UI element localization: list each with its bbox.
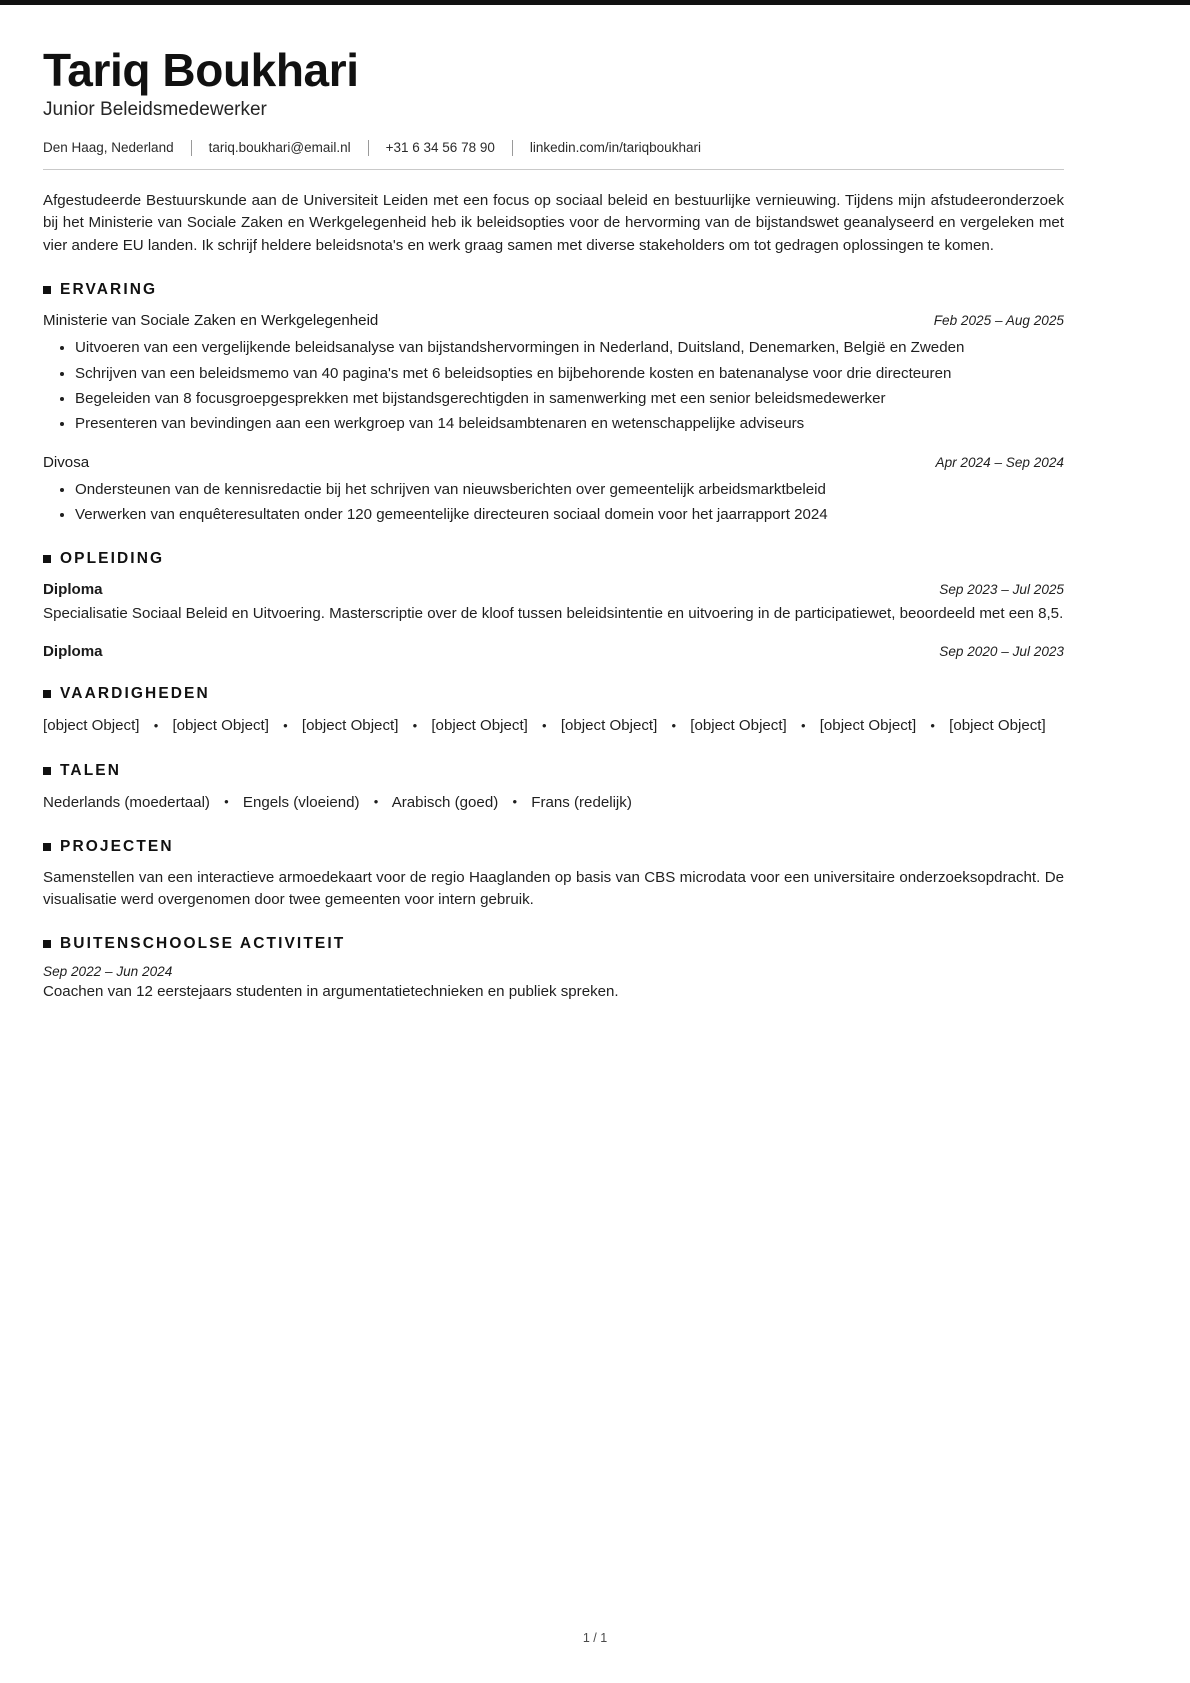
contact-divider — [368, 140, 369, 156]
separator-dot-icon: • — [283, 718, 288, 734]
experience-bullet: Schrijven van een beleidsmemo van 40 pagina's met 6 beleidsopties en bijbehorende kosten en batenanalyse voor drie directeuren — [43, 363, 1064, 385]
language-item: Frans (redelijk) — [531, 793, 632, 811]
languages-list — [43, 791, 1064, 815]
skills-list — [43, 714, 1064, 738]
square-bullet-icon — [43, 286, 51, 294]
candidate-name: Tariq Boukhari — [43, 44, 359, 96]
section-extracurricular — [43, 935, 1064, 1004]
contact-location: Den Haag, Nederland — [43, 140, 174, 156]
experience-entry — [43, 310, 1064, 435]
skill-item: [object Object] — [301, 717, 399, 735]
education-entry — [43, 579, 1064, 626]
skill-item: [object Object] — [431, 717, 528, 735]
contact-divider — [512, 140, 513, 156]
skill-item: [object Object] — [560, 717, 658, 735]
experience-bullet: Ondersteunen van de kennisredactie bij het schrijven van nieuwsberichten over gemeentelijk arbeidsmarktbeleid — [43, 479, 1064, 501]
experience-bullet: Uitvoeren van een vergelijkende beleidsanalyse van bijstandshervormingen in Nederland, Duitsland, Denemarken, België en Zweden — [43, 337, 1064, 359]
experience-entry-heading — [43, 310, 1064, 331]
page-indicator: 1 / 1 — [582, 1631, 608, 1645]
separator-dot-icon: • — [224, 794, 229, 810]
section-title-skills: VAARDIGHEDEN — [60, 685, 210, 703]
section-skills — [43, 685, 1064, 738]
section-header-projects — [43, 838, 1064, 856]
experience-entry — [43, 452, 1064, 527]
skill-item: [object Object] — [172, 717, 269, 735]
experience-bullet-list — [43, 337, 1064, 435]
skill-item: [object Object] — [819, 717, 917, 735]
section-header-languages — [43, 762, 1064, 780]
separator-dot-icon: • — [542, 718, 547, 734]
square-bullet-icon — [43, 767, 51, 775]
separator-dot-icon: • — [930, 718, 935, 734]
education-entry — [43, 641, 1064, 662]
separator-dot-icon: • — [800, 718, 806, 734]
education-date-range: Sep 2020 – Jul 2023 — [939, 644, 1064, 660]
education-description: Specialisatie Sociaal Beleid en Uitvoering. Masterscriptie over de kloof tussen beleidsintentie en uitvoering in de participatiewet, beoordeeld met een 8,5. — [43, 604, 1064, 622]
contact-phone[interactable]: +31 6 34 56 78 90 — [385, 140, 495, 156]
page-top-rule — [0, 0, 1190, 5]
separator-dot-icon: • — [153, 718, 159, 734]
section-header-education — [43, 550, 1064, 568]
square-bullet-icon — [43, 843, 51, 851]
extracurricular-description: Coachen van 12 eerstejaars studenten in argumentatietechnieken en publiek spreken. — [43, 983, 619, 1001]
separator-dot-icon: • — [412, 718, 418, 734]
square-bullet-icon — [43, 555, 51, 563]
education-degree: Diploma — [43, 643, 103, 661]
education-entry-heading — [43, 641, 1064, 662]
experience-bullet: Presenteren van bevindingen aan een werkgroep van 14 beleidsambtenaren en wetenschappelijke adviseurs — [43, 413, 1064, 435]
square-bullet-icon — [43, 940, 51, 948]
separator-dot-icon: • — [671, 718, 677, 734]
profile-summary: Afgestudeerde Bestuurskunde aan de Universiteit Leiden met een focus op sociaal beleid en bestuurlijke vernieuwing. Tijdens mijn afstudeeronderzoek bij het Ministerie van Sociale Zaken en Werkgelegenheid heb ik beleidsopties voor de hervorming van de bijstandswet geanalyseerd en vergeleken met vier andere EU landen. Ik schrijf heldere beleidsnota's en werk graag samen met diverse stakeholders om tot gedragen oplossingen te komen. — [43, 191, 1064, 255]
education-entry-heading — [43, 579, 1064, 600]
section-projects — [43, 838, 1064, 912]
education-degree: Diploma — [43, 580, 103, 598]
section-header-experience — [43, 281, 1064, 299]
language-item: Engels (vloeiend) — [242, 793, 360, 811]
education-date-range: Sep 2023 – Jul 2025 — [939, 581, 1064, 597]
section-header-extracurricular — [43, 935, 1064, 953]
section-languages — [43, 762, 1064, 815]
project-description: Samenstellen van een interactieve armoedekaart voor de regio Haaglanden op basis van CBS microdata voor een universitaire onderzoeksopdracht. De visualisatie werd overgenomen door twee gemeenten voor intern gebruik. — [43, 868, 1064, 909]
contact-divider — [191, 140, 192, 156]
skill-item: [object Object] — [43, 717, 140, 735]
skill-item: [object Object] — [949, 717, 1046, 735]
language-item: Nederlands (moedertaal) — [43, 793, 210, 811]
square-bullet-icon — [43, 690, 51, 698]
experience-entry-heading — [43, 452, 1064, 473]
experience-bullet: Begeleiden van 8 focusgroepgesprekken met bijstandsgerechtigden in samenwerking met een senior beleidsmedewerker — [43, 388, 1064, 410]
extracurricular-date-range: Sep 2022 – Jun 2024 — [43, 964, 173, 980]
experience-date-range: Feb 2025 – Aug 2025 — [933, 313, 1064, 329]
experience-bullet: Verwerken van enquêteresultaten onder 120 gemeentelijke directeuren sociaal domein voor het jaarrapport 2024 — [43, 504, 1064, 526]
experience-bullet-list — [43, 479, 1064, 527]
experience-employer: Divosa — [43, 453, 90, 471]
section-header-skills — [43, 685, 1064, 703]
section-title-experience: ERVARING — [60, 281, 158, 299]
resume-header — [43, 46, 1064, 170]
section-title-extracurricular: BUITENSCHOOLSE ACTIVITEIT — [60, 935, 346, 953]
experience-date-range: Apr 2024 – Sep 2024 — [935, 454, 1064, 470]
section-title-education: OPLEIDING — [60, 549, 165, 567]
separator-dot-icon: • — [373, 794, 379, 810]
contact-bar — [43, 140, 1064, 170]
language-item: Arabisch (goed) — [391, 793, 499, 811]
candidate-headline: Junior Beleidsmedewerker — [43, 98, 267, 120]
experience-employer: Ministerie van Sociale Zaken en Werkgelegenheid — [43, 312, 379, 330]
skill-item: [object Object] — [690, 717, 787, 735]
section-education — [43, 550, 1064, 663]
contact-email[interactable]: tariq.boukhari@email.nl — [208, 140, 351, 156]
page-footer — [0, 1631, 1190, 1645]
section-title-languages: TALEN — [60, 761, 122, 779]
section-title-projects: PROJECTEN — [60, 837, 174, 855]
separator-dot-icon: • — [512, 794, 518, 810]
contact-linkedin[interactable]: linkedin.com/in/tariqboukhari — [529, 140, 701, 156]
section-experience — [43, 281, 1064, 526]
